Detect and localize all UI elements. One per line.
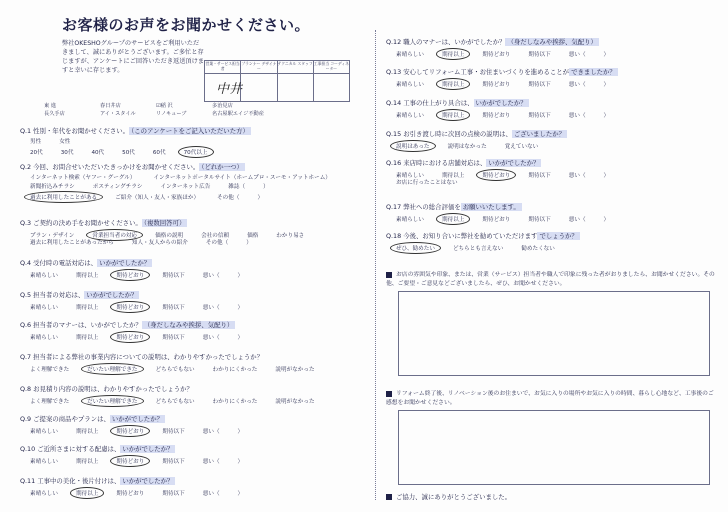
answer-option[interactable]: 男性: [30, 139, 42, 145]
answer-option-selected[interactable]: 期待以上: [436, 213, 470, 225]
answer-option[interactable]: 期待以下: [528, 173, 551, 179]
answer-option[interactable]: 素晴らしい: [30, 273, 58, 279]
answer-option[interactable]: 期待以上: [75, 335, 99, 341]
answer-option[interactable]: ）: [237, 459, 244, 465]
answer-option-selected[interactable]: 期待どおり: [110, 301, 150, 313]
staff-header-sales: 営業・サービス担当者: [205, 61, 241, 73]
answer-option[interactable]: 20代: [30, 150, 43, 156]
right-options-15: [396, 140, 556, 152]
answer-option[interactable]: 期待以下: [162, 459, 185, 465]
store-option[interactable]: リノキューブ: [156, 110, 187, 117]
left-options-7: [30, 363, 333, 375]
answer-option-selected[interactable]: 期待以上: [70, 487, 104, 499]
answer-option[interactable]: ご紹介（知人・友人・家族ほか）: [115, 195, 200, 201]
answer-option[interactable]: 60代: [152, 150, 166, 156]
store-option[interactable]: 春日井店: [100, 103, 121, 109]
answer-option[interactable]: 過去に利用したことがあったから: [30, 240, 114, 246]
answer-option[interactable]: 期待どおり: [482, 52, 511, 58]
right-options-17: [396, 213, 627, 225]
comment-prompt-1: お店の雰囲気や印象、または、営業（サービス）担当者や職人で印象に残った者がおりましたら、お聞かせください。その他、ご要望・ご意見などございましたら、ぜひ、お聞かせください。: [386, 272, 715, 287]
answer-option[interactable]: 素晴らしい: [396, 173, 424, 179]
answer-option[interactable]: ）: [237, 335, 244, 341]
answer-option[interactable]: 素晴らしい: [396, 82, 424, 88]
answer-option[interactable]: 期待以上: [75, 459, 99, 465]
store-list: [44, 103, 334, 118]
bullet-icon: [386, 391, 392, 397]
left-options-2: [30, 182, 287, 190]
answer-option[interactable]: インターネット検索（ヤフー・グーグル）: [30, 175, 136, 181]
right-options-12: [396, 48, 627, 60]
answer-option[interactable]: 期待以下: [162, 273, 185, 279]
left-options-10: [30, 455, 261, 467]
answer-option[interactable]: 悪い（: [568, 113, 586, 119]
left-options-2: [30, 191, 281, 203]
left-question-10: Q.10 ご近所さまに対する配慮は、 いかがでしたか？: [20, 445, 174, 453]
answer-option-selected[interactable]: 期待以上: [436, 48, 470, 60]
right-options-13: [396, 78, 627, 90]
left-question-11: Q.11 工事中の美化・後片付けは、 いかがでしたか？: [20, 477, 174, 485]
answer-option[interactable]: 素晴らしい: [396, 113, 424, 119]
right-options-16: [396, 178, 476, 186]
answer-option-selected[interactable]: 期待どおり: [110, 331, 150, 343]
answer-option[interactable]: よく理解できた: [30, 367, 70, 373]
answer-option[interactable]: 期待以下: [528, 82, 551, 88]
answer-option[interactable]: 価格の説明: [155, 233, 184, 239]
right-question-18: Q.18 今後、お知り合いに弊社を勧めていただけます でしょうか？: [386, 232, 578, 240]
store-option[interactable]: 東 進: [44, 103, 57, 109]
staff-header-planner: プランナー デザイナー: [241, 61, 277, 73]
answer-option[interactable]: 悪い（: [202, 429, 220, 435]
answer-option[interactable]: 期待どおり: [482, 217, 511, 223]
answer-option[interactable]: ）: [603, 52, 610, 58]
right-question-13: Q.13 安心してリフォーム工事・お住まいづくりを進めることが できましたか？: [386, 68, 616, 76]
answer-option[interactable]: 期待以下: [528, 52, 551, 58]
left-question-9: Q.9 ご提案の商品やプランは、 いかがでしたか？: [20, 415, 163, 423]
answer-option[interactable]: 30代: [60, 150, 74, 156]
answer-option[interactable]: 悪い（: [202, 335, 220, 341]
answer-option[interactable]: 期待どおり: [482, 82, 511, 88]
answer-option[interactable]: 覚えていない: [504, 144, 539, 150]
answer-option[interactable]: 素晴らしい: [396, 52, 424, 58]
answer-option[interactable]: 素晴らしい: [30, 305, 58, 311]
answer-option[interactable]: 説明がなかった: [275, 367, 315, 373]
right-question-15: Q.15 お引き渡し時に次回の点検の説明は、 ございましたか？: [386, 130, 565, 138]
answer-option[interactable]: お店に行ったことはない: [396, 180, 458, 186]
answer-option[interactable]: 期待以下: [528, 113, 551, 119]
answer-option[interactable]: ）: [237, 429, 244, 435]
answer-option[interactable]: 期待どおり: [482, 113, 511, 119]
answer-option[interactable]: わかりにくかった: [212, 367, 258, 373]
answer-option[interactable]: 会社の信頼: [201, 233, 230, 239]
left-question-5: Q.5 担当者の対応は、 いかがでしたか？: [20, 291, 138, 299]
answer-option[interactable]: 悪い（: [202, 273, 220, 279]
answer-option[interactable]: 知人・友人からの紹介: [131, 240, 188, 246]
answer-option[interactable]: 40代: [91, 150, 105, 156]
answer-option-selected[interactable]: 過去に利用したことがある: [24, 191, 103, 203]
answer-option-selected[interactable]: 期待どおり: [110, 269, 150, 281]
left-question-3: Q.3 ご契約の決め手をお聞かせください。 （複数回答可）: [20, 219, 186, 227]
answer-option[interactable]: 素晴らしい: [30, 429, 58, 435]
answer-option[interactable]: 価格: [247, 233, 259, 239]
answer-option-selected[interactable]: 期待以上: [436, 78, 470, 90]
answer-option[interactable]: 説明がなかった: [275, 399, 315, 405]
left-options-6: [30, 331, 261, 343]
left-options-9: [30, 425, 261, 437]
page-title: お客様のお声をお聞かせください。: [62, 16, 311, 34]
answer-option[interactable]: ）: [603, 217, 610, 223]
answer-option-selected[interactable]: 期待以上: [436, 109, 470, 121]
answer-option[interactable]: ）: [237, 305, 244, 311]
right-options-14: [396, 109, 627, 121]
answer-option[interactable]: 期待以上: [75, 305, 99, 311]
left-question-8: Q.8 お見積り内容の説明は、わかりやすかったでしょうか？: [20, 385, 193, 393]
answer-option-selected[interactable]: 期待どおり: [110, 425, 150, 437]
answer-option[interactable]: 素晴らしい: [30, 335, 58, 341]
answer-option[interactable]: ポスティングチラシ: [92, 184, 143, 190]
answer-option[interactable]: どちらでもない: [155, 367, 195, 373]
answer-option-selected[interactable]: だいたい理解できた: [81, 395, 143, 407]
intro-text: 弊社OKESHOグループのサービスをご利用いただきまして、誠にありがとうございます。ご多忙と存じますが、アンケートにご回答いただき返送頂けますと幸いに存じます。: [62, 40, 204, 74]
left-options-5: [30, 301, 261, 313]
store-option[interactable]: 長久手店: [44, 110, 65, 117]
right-question-12: Q.12 職人のマナーは、いかがでしたか？ （身だしなみや挨拶、気配り）: [386, 38, 597, 46]
answer-option[interactable]: その他（: [205, 240, 229, 246]
answer-option[interactable]: わかりにくかった: [212, 399, 258, 405]
answer-option[interactable]: わかり易さ: [276, 233, 305, 239]
answer-option[interactable]: その他（: [217, 195, 240, 201]
answer-option[interactable]: どちらでもない: [155, 399, 195, 405]
answer-option[interactable]: 期待以下: [162, 429, 185, 435]
answer-option[interactable]: 悪い（: [568, 217, 586, 223]
left-question-1: Q.1 性別・年代をお聞かせください。 （このアンケートをご記入いただいた方）: [20, 127, 249, 135]
answer-option[interactable]: 悪い（: [568, 173, 586, 179]
answer-option[interactable]: 期待以下: [162, 305, 185, 311]
left-question-6: Q.6 担当者のマナーは、いかがでしたか？ （身だしなみや挨拶、気配り）: [20, 321, 234, 329]
answer-option[interactable]: ）: [246, 240, 252, 246]
staff-header-technical: テクニカル スタッフ: [278, 61, 314, 73]
left-options-11: [30, 487, 261, 499]
answer-option[interactable]: ）: [237, 491, 244, 497]
answer-option[interactable]: ）: [263, 184, 269, 190]
left-options-8: [30, 395, 333, 407]
answer-option-selected[interactable]: 説明はあった: [390, 140, 436, 152]
answer-option-selected[interactable]: ぜひ、勧めたい: [390, 242, 441, 254]
answer-option[interactable]: 新聞折込みチラシ: [30, 184, 75, 190]
left-question-4: Q.4 受付時の電話対応は、 いかがでしたか？: [20, 259, 151, 267]
right-options-18: [396, 242, 573, 254]
left-question-2: Q.2 今回、お問合せいただいたきっかけをお聞かせください。 （どれか一つ）: [20, 163, 243, 171]
comment-box-1[interactable]: [398, 291, 710, 376]
left-options-4: [30, 269, 261, 281]
answer-option[interactable]: 女性: [59, 139, 71, 145]
answer-option-selected[interactable]: 営業担当者の対応: [86, 229, 143, 241]
answer-option[interactable]: 素晴らしい: [30, 491, 58, 497]
answer-option[interactable]: インターネットポータルサイト（ホームプロ・スーモ・アットホーム）: [153, 175, 331, 181]
answer-option[interactable]: 期待以下: [162, 491, 185, 497]
answer-option[interactable]: インターネット広告: [160, 184, 211, 190]
answer-option[interactable]: 期待以上: [75, 273, 99, 279]
answer-option[interactable]: 悪い（: [202, 459, 220, 465]
store-option[interactable]: アイ・スタイル: [100, 110, 136, 117]
answer-option-selected[interactable]: 期待どおり: [476, 169, 516, 181]
answer-option[interactable]: 雑誌（: [228, 184, 246, 190]
answer-option[interactable]: 悪い（: [202, 305, 220, 311]
answer-option[interactable]: 悪い（: [568, 82, 586, 88]
bullet-icon: [386, 272, 392, 278]
column-divider: [375, 30, 376, 500]
answer-option[interactable]: 悪い（: [568, 52, 586, 58]
left-options-3: [30, 238, 270, 246]
answer-option[interactable]: プラン・デザイン: [30, 233, 75, 239]
answer-option-selected[interactable]: だいたい理解できた: [81, 363, 143, 375]
answer-option[interactable]: 期待以下: [162, 335, 185, 341]
left-options-2: [30, 173, 349, 181]
comment-prompt-2: リフォーム終了後、リノベーション後のお住まいで、お気に入りの場所やお気に入りの時間、暮らし心地など、工事後のご感想をお聞かせください。: [386, 391, 714, 406]
right-question-17: Q.17 弊社への総合評価を お願いいたします。: [386, 203, 520, 211]
comment-box-2[interactable]: [398, 410, 710, 485]
answer-option[interactable]: 期待以下: [528, 217, 551, 223]
answer-option[interactable]: ）: [603, 82, 610, 88]
store-option[interactable]: 名古屋駅エイジ不動産: [212, 110, 264, 117]
thanks-text: ご協力、誠にありがとうございました。: [386, 492, 511, 501]
answer-option[interactable]: ）: [237, 273, 244, 279]
answer-option-selected[interactable]: 70代以上: [178, 146, 214, 158]
answer-option-selected[interactable]: 期待どおり: [110, 455, 150, 467]
answer-option[interactable]: 勧めたくない: [521, 246, 555, 252]
right-question-14: Q.14 工事の仕上がり具合は、 いかがでしたか？: [386, 99, 527, 107]
store-option-selected[interactable]: ☑稲 沢: [156, 103, 173, 109]
answer-option[interactable]: 説明はなかった: [447, 144, 487, 150]
answer-option[interactable]: 期待以上: [75, 429, 99, 435]
answer-option[interactable]: ）: [603, 173, 610, 179]
answer-option[interactable]: ）: [603, 113, 610, 119]
answer-option[interactable]: 素晴らしい: [396, 217, 424, 223]
left-question-7: Q.7 担当者による弊社の事業内容についての説明は、わかりやすかったでしょうか？: [20, 353, 264, 361]
answer-option[interactable]: どちらとも言えない: [452, 246, 504, 252]
left-options-1: [30, 146, 226, 158]
answer-option[interactable]: 素晴らしい: [30, 459, 58, 465]
right-question-16: Q.16 来店時における店舗対応は、 いかがでしたか？: [386, 159, 540, 167]
answer-option[interactable]: よく理解できた: [30, 399, 70, 405]
staff-header-coordinator: 工事担当 コーディネーター: [313, 61, 349, 71]
answer-option[interactable]: 悪い（: [202, 491, 220, 497]
answer-option[interactable]: 50代: [122, 150, 135, 156]
store-option[interactable]: 多治見店: [212, 103, 233, 109]
handwritten-staff-name: 中井: [216, 82, 243, 97]
bullet-icon: [386, 494, 392, 500]
answer-option[interactable]: ）: [257, 195, 264, 201]
answer-option[interactable]: 期待どおり: [116, 491, 145, 497]
left-options-1: [30, 137, 88, 145]
answer-option[interactable]: 期待以上: [441, 173, 465, 179]
